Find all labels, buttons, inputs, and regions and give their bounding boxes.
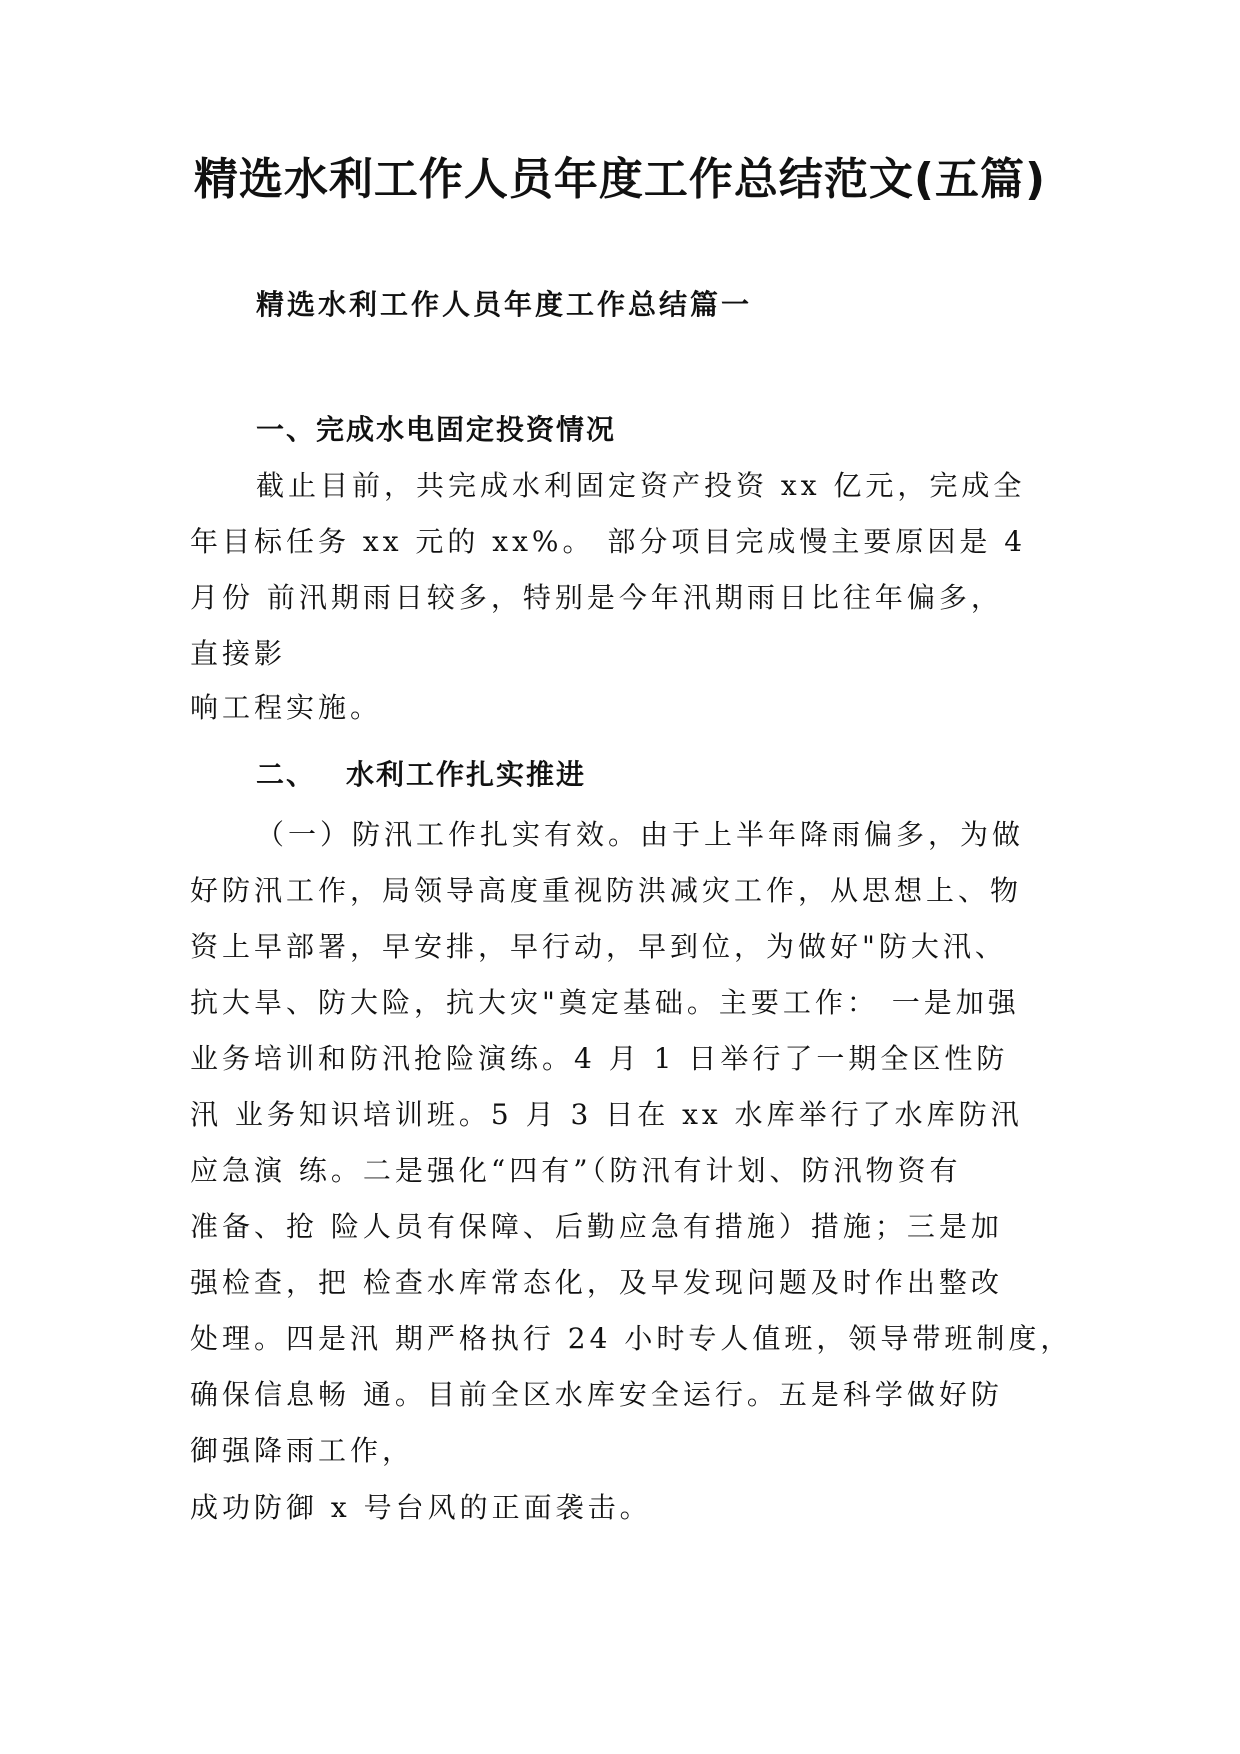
paragraph-line: 强检查，把 检查水库常态化，及早发现问题及时作出整改 xyxy=(190,1266,1003,1299)
paragraph-line: 直接影 xyxy=(190,637,287,670)
paragraph-line: 准备、抢 险人员有保障、后勤应急有措施）措施；三是加 xyxy=(190,1210,1003,1243)
paragraph-line: 好防汛工作，局领导高度重视防洪减灾工作，从思想上、物 xyxy=(190,874,1023,907)
paragraph-line: 应急演 练。二是强化“四有”（防汛有计划、防汛物资有 xyxy=(190,1154,962,1187)
paragraph-line: 月份 前汛期雨日较多，特别是今年汛期雨日比往年偏多， xyxy=(190,581,1003,614)
paragraph-line: 业务培训和防汛抢险演练。4 月 1 日举行了一期全区性防 xyxy=(190,1042,1009,1075)
paragraph-line: 年目标任务 xx 元的 xx%。 部分项目完成慢主要原因是 4 xyxy=(190,525,1027,558)
document-subtitle: 精选水利工作人员年度工作总结篇一 xyxy=(256,288,753,321)
paragraph-line: 确保信息畅 通。目前全区水库安全运行。五是科学做好防 xyxy=(190,1378,1003,1411)
paragraph-line: 响工程实施。 xyxy=(190,691,383,724)
section-heading-2-text: 水利工作扎实推进 xyxy=(346,758,587,791)
paragraph-line: （一）防汛工作扎实有效。由于上半年降雨偏多，为做 xyxy=(256,818,1025,851)
paragraph-line: 抗大旱、防大险，抗大灾"奠定基础。主要工作： 一是加强 xyxy=(190,986,1020,1019)
paragraph-line: 截止目前，共完成水利固定资产投资 xx 亿元，完成全 xyxy=(256,469,1026,502)
paragraph-line: 汛 业务知识培训班。5 月 3 日在 xx 水库举行了水库防汛 xyxy=(190,1098,1023,1131)
paragraph-line: 处理。四是汛 期严格执行 24 小时专人值班，领导带班制度， xyxy=(190,1322,1073,1355)
document-title: 精选水利工作人员年度工作总结范文(五篇) xyxy=(193,154,1047,205)
paragraph-line: 成功防御 x 号台风的正面袭击。 xyxy=(190,1491,652,1524)
section-heading-1: 一、完成水电固定投资情况 xyxy=(256,413,617,446)
section-heading-2-number: 二、 xyxy=(256,758,317,791)
section-heading-2 xyxy=(256,755,586,795)
paragraph-line: 御强降雨工作， xyxy=(190,1434,415,1467)
paragraph-line: 资上早部署，早安排，早行动，早到位，为做好"防大汛、 xyxy=(190,930,1007,963)
